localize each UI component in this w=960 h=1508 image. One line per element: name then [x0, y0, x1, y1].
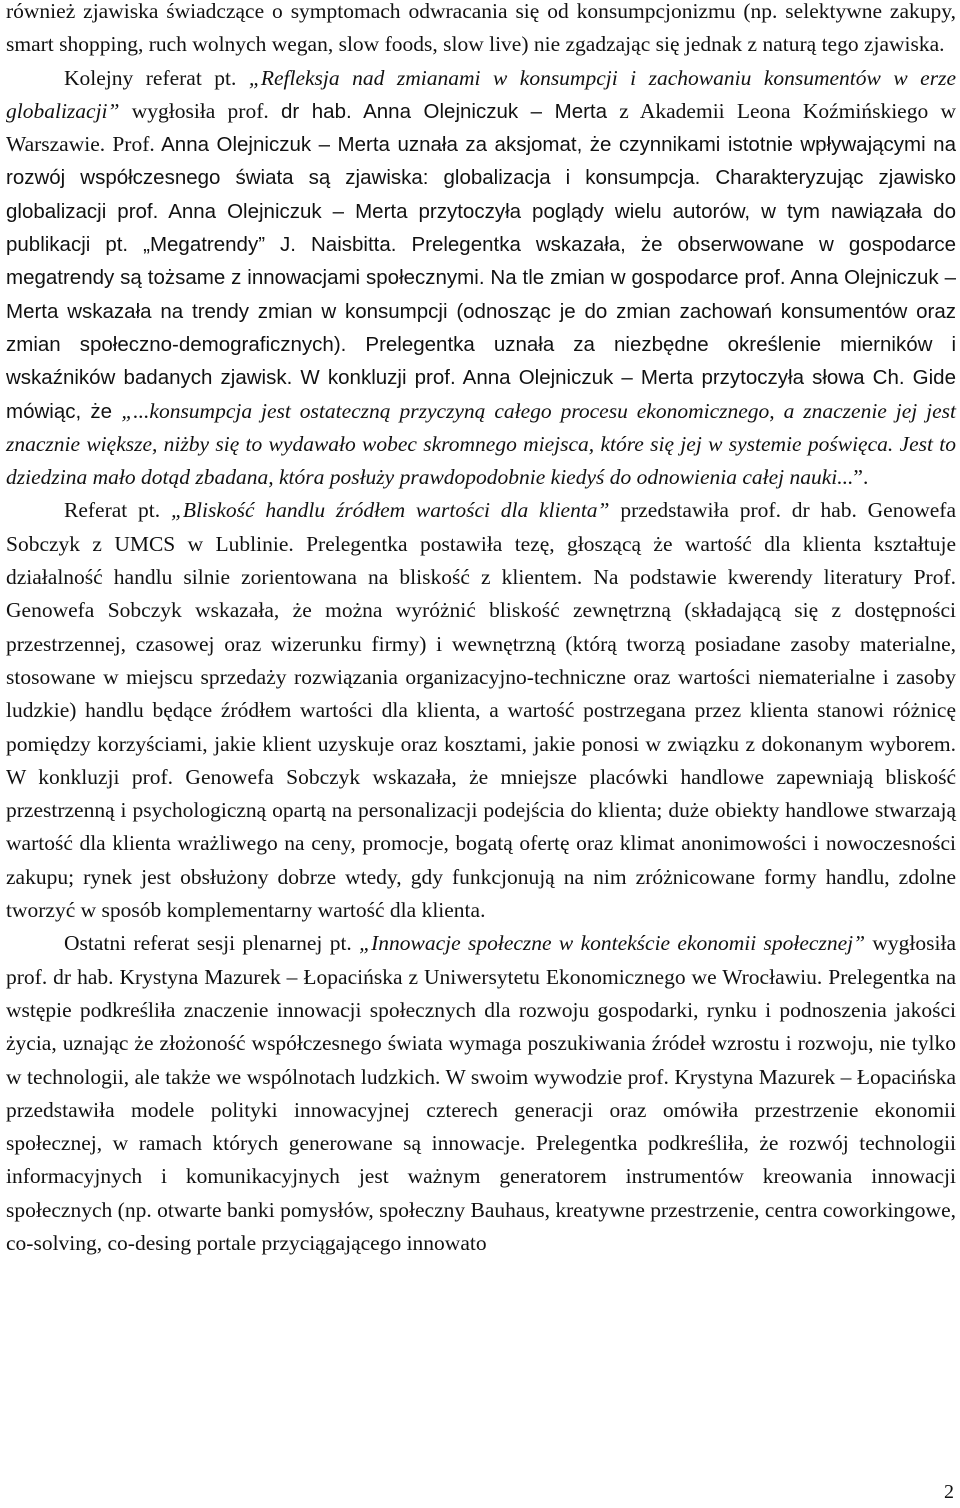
paragraph-2-text-d: Prof.	[112, 132, 155, 157]
paragraph-2-text-b: dr hab. Anna Olejniczuk – Merta	[281, 99, 608, 123]
gide-quote: „...konsumpcja jest ostateczną przyczyną całego procesu ekonomicznego, a znaczenie jej jest znacznie większe, niżby się to wydawało wobec skromnego miejsca, które się jej w systemie poświęca. Jest to dziedzina mało dotąd zbadana, która posłuży prawdopodobnie kiedyś do odnowienia całej nauki...	[6, 398, 957, 490]
paragraph-2-text-a: wygłosiła prof.	[119, 98, 281, 123]
lecture-title-2: „Bliskość handlu źródłem wartości dla klienta”	[170, 498, 610, 523]
paragraph-1	[6, 0, 956, 62]
paragraph-4-text: wygłosiła prof. dr hab. Krystyna Mazurek – Łopacińska z Uniwersytetu Ekonomicznego we Wrocławiu. Prelegentka na wstępie podkreśliła znaczenie innowacji społecznych dla rozwoju gospodarki, rynku i podnoszenia jakości życia, uznając że złożoność współczesnego świata wymaga poszukiwania źródeł wzrostu i rozwoju, nie tylko w technologii, ale także we wspólnotach ludzkich. W swoim wywodzie prof. Krystyna Mazurek – Łopacińska przedstawiła modele polityki innowacyjnej czterech generacji oraz omówiła przestrzenie ekonomii społecznej, w ramach których generowane są innowacje. Prelegentka podkreśliła, że rozwój technologii informacyjnych i komunikacyjnych jest ważnym generatorem instrumentów kreowania innowacji społecznych (np. otwarte banki pomysłów, społeczny Bauhaus, kreatywne przestrzenie, centra coworkingowe, co-solving, co-desing portale przyciągającego innowato	[6, 931, 957, 1255]
lecture-title-1: „Refleksja nad zmianami w konsumpcji i zachowaniu konsumentów w erze globalizacji”	[6, 65, 956, 123]
paragraph-3	[6, 494, 956, 927]
page-number: 2	[944, 1481, 954, 1503]
paragraph-3-lead: Referat pt.	[64, 498, 171, 523]
paragraph-1-text: również zjawiska świadczące o symptomach odwracania się od konsumpcjonizmu (np. selektywne zakupy, smart shopping, ruch wolnych wegan, slow foods, slow live) nie zgadzając się jednak z naturą tego zjawiska.	[6, 0, 956, 57]
paragraph-2-end: ”.	[853, 465, 869, 490]
lecture-title-3: „Innowacje społeczne w kontekście ekonomii społecznej”	[359, 931, 866, 956]
paragraph-2-text-e: Anna Olejniczuk – Merta uznała za aksjomat, że czynnikami istotnie wpływającymi na rozwój współczesnego świata są zjawiska: globalizacja i konsumpcja. Charakteryzując zjawisko globalizacji prof. Anna Olejniczuk – Merta przytoczyła poglądy wielu autorów, w tym nawiązała do publikacji pt. „Megatrendy” J. Naisbitta. Prelegentka wskazała, że obserwowane w gospodarce megatrendy są tożsame z innowacjami społecznymi. Na tle zmian w gospodarce prof. Anna Olejniczuk – Merta wskazała na trendy zmian w konsumpcji (odnosząc je do zmian zachowań konsumentów oraz zmian społeczno-demograficznych). Prelegentka uznała za niezbędne określenie mierników i wskaźników badanych zjawisk. W konkluzji prof. Anna Olejniczuk – Merta przytoczyła słowa Ch. Gide mówiąc, że	[6, 133, 956, 423]
paragraph-2-text-c: z Akademii Leona Koźmińskiego w Warszawie.	[6, 98, 956, 157]
document-page	[6, 0, 956, 1260]
paragraph-4-lead: Ostatni referat sesji plenarnej pt.	[64, 931, 360, 956]
paragraph-4	[6, 927, 956, 1260]
paragraph-2-lead: Kolejny referat pt.	[64, 65, 249, 90]
paragraph-2	[6, 62, 956, 495]
paragraph-3-text: przedstawiła prof. dr hab. Genowefa Sobczyk z UMCS w Lublinie. Prelegentka postawiła tezę, głoszącą że wartość dla klienta kształtuje działalność handlu silnie zorientowana na bliskość z klientem. Na podstawie kwerendy literatury Prof. Genowefa Sobczyk wskazała, że można wyróżnić bliskość zewnętrzną (składającą się z dostępności przestrzennej, czasowej oraz wizerunku firmy) i wewnętrzną (którą tworzą posiadane zasoby materialne, stosowane w miejscu sprzedaży rozwiązania organizacyjno-techniczne oraz wartości niematerialne i zasoby ludzkie) handlu będące źródłem wartości dla klienta, a wartość postrzegana przez klienta stanowi różnicę pomiędzy korzyściami, jakie klient uzyskuje oraz kosztami, jakie ponosi w związku z dokonanym wyborem. W konkluzji prof. Genowefa Sobczyk wskazała, że mniejsze placówki handlowe zapewniają bliskość przestrzenną i psychologiczną opartą na personalizacji podejścia do klienta; duże obiekty handlowe stwarzają wartość dla klienta wrażliwego na ceny, promocje, bogatą ofertę oraz klimat anonimowości i nowoczesności zakupu; rynek jest obsłużony dobrze wtedy, gdy funkcjonują na nim zróżnicowane formy handlu, zdolne tworzyć w sposób komplementarny wartość dla klienta.	[6, 498, 956, 923]
